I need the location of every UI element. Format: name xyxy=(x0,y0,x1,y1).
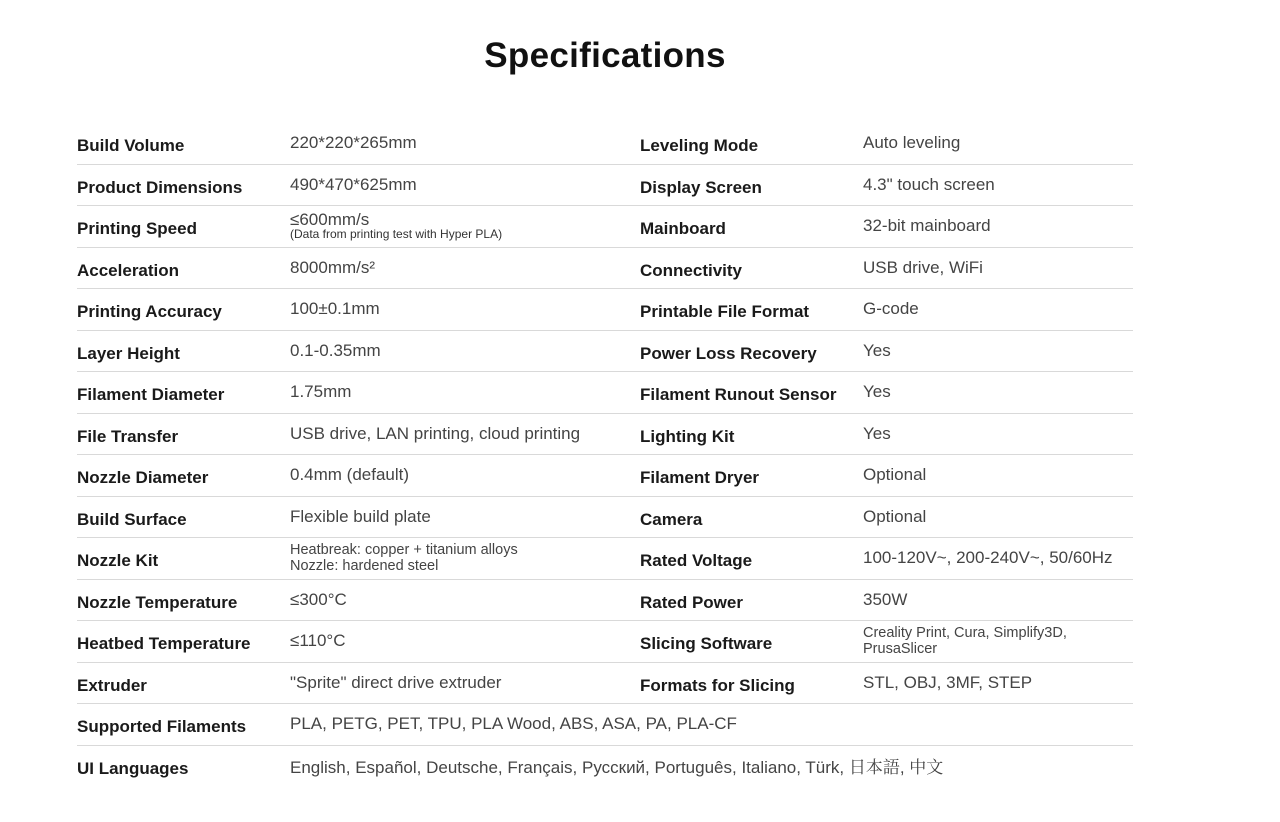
spec-label: Mainboard xyxy=(640,219,726,239)
spec-label: Printing Speed xyxy=(77,219,197,239)
spec-value: G-code xyxy=(863,299,919,319)
spec-value-group xyxy=(290,206,502,247)
spec-label: Filament Runout Sensor xyxy=(640,385,837,405)
spec-label: File Transfer xyxy=(77,426,179,446)
spec-value: 100±0.1mm xyxy=(290,299,380,319)
spec-row xyxy=(77,206,1133,248)
spec-value: ≤600mm/s xyxy=(290,210,370,230)
spec-row xyxy=(77,704,1133,746)
spec-value-group xyxy=(290,538,518,579)
spec-value-line: Nozzle: hardened steel xyxy=(290,558,439,575)
spec-label: Camera xyxy=(640,509,703,529)
spec-label: Printing Accuracy xyxy=(77,302,222,322)
spec-row xyxy=(77,331,1133,373)
spec-value-line: PrusaSlicer xyxy=(863,641,938,658)
spec-label: Build Volume xyxy=(77,136,185,156)
spec-value: 1.75mm xyxy=(290,382,352,402)
spec-value: 100-120V~, 200-240V~, 50/60Hz xyxy=(863,548,1113,568)
spec-value: Auto leveling xyxy=(863,133,961,153)
spec-value-line: Creality Print, Cura, Simplify3D, xyxy=(863,625,1067,642)
spec-value: 220*220*265mm xyxy=(290,133,417,153)
spec-row xyxy=(77,123,1133,165)
page-title: Specifications xyxy=(484,36,726,75)
spec-label: Layer Height xyxy=(77,343,180,363)
spec-value: "Sprite" direct drive extruder xyxy=(290,672,502,692)
spec-label: Nozzle Diameter xyxy=(77,468,209,488)
spec-value: 8000mm/s² xyxy=(290,257,376,277)
spec-value: 490*470*625mm xyxy=(290,174,417,194)
spec-label: Connectivity xyxy=(640,260,743,280)
spec-value: PLA, PETG, PET, TPU, PLA Wood, ABS, ASA, PA, PLA-CF xyxy=(290,714,737,734)
spec-value: Yes xyxy=(863,340,891,360)
spec-label: Heatbed Temperature xyxy=(77,634,251,654)
spec-row xyxy=(77,663,1133,705)
spec-value: USB drive, LAN printing, cloud printing xyxy=(290,423,581,443)
spec-label: Lighting Kit xyxy=(640,426,735,446)
spec-label: Rated Power xyxy=(640,592,743,612)
spec-label: Nozzle Kit xyxy=(77,551,159,571)
spec-table xyxy=(77,123,1133,786)
spec-value-line: Heatbreak: copper + titanium alloys xyxy=(290,542,518,559)
spec-row xyxy=(77,289,1133,331)
spec-row xyxy=(77,746,1133,787)
spec-label: Filament Diameter xyxy=(77,385,225,405)
spec-row xyxy=(77,621,1133,663)
spec-label: Supported Filaments xyxy=(77,717,247,737)
spec-value: ≤300°C xyxy=(290,589,347,609)
spec-value: 0.1-0.35mm xyxy=(290,340,381,360)
spec-note: (Data from printing test with Hyper PLA) xyxy=(290,227,503,242)
spec-row xyxy=(77,538,1133,580)
spec-value: 0.4mm (default) xyxy=(290,465,410,485)
spec-row xyxy=(77,414,1133,456)
spec-row xyxy=(77,248,1133,290)
spec-label: Rated Voltage xyxy=(640,551,753,571)
spec-row xyxy=(77,372,1133,414)
spec-value: Flexible build plate xyxy=(290,506,431,526)
spec-value: ≤110°C xyxy=(290,631,346,651)
spec-label: UI Languages xyxy=(77,758,189,778)
spec-value: Yes xyxy=(863,423,891,443)
spec-row xyxy=(77,580,1133,622)
spec-value: 4.3" touch screen xyxy=(863,174,995,194)
spec-label: Display Screen xyxy=(640,177,762,197)
spec-label: Build Surface xyxy=(77,509,187,529)
spec-label: Formats for Slicing xyxy=(640,675,795,695)
spec-row xyxy=(77,455,1133,497)
spec-label: Extruder xyxy=(77,675,147,695)
spec-value: Yes xyxy=(863,382,891,402)
spec-value: Optional xyxy=(863,506,927,526)
spec-value: Optional xyxy=(863,465,927,485)
spec-row xyxy=(77,165,1133,207)
spec-value: 350W xyxy=(863,589,908,609)
spec-value: English, Español, Deutsche, Français, Русский, Português, Italiano, Türk, 日本語, 中文 xyxy=(290,758,944,778)
spec-label: Product Dimensions xyxy=(77,177,243,197)
spec-value: USB drive, WiFi xyxy=(863,257,983,277)
spec-row xyxy=(77,497,1133,539)
spec-label: Nozzle Temperature xyxy=(77,592,238,612)
spec-value: 32-bit mainboard xyxy=(863,216,991,236)
spec-label: Acceleration xyxy=(77,260,180,280)
spec-label: Power Loss Recovery xyxy=(640,343,817,363)
spec-label: Leveling Mode xyxy=(640,136,759,156)
spec-label: Printable File Format xyxy=(640,302,810,322)
spec-label: Filament Dryer xyxy=(640,468,760,488)
spec-value-group xyxy=(863,621,1067,662)
spec-label: Slicing Software xyxy=(640,634,773,654)
spec-value: STL, OBJ, 3MF, STEP xyxy=(863,672,1033,692)
